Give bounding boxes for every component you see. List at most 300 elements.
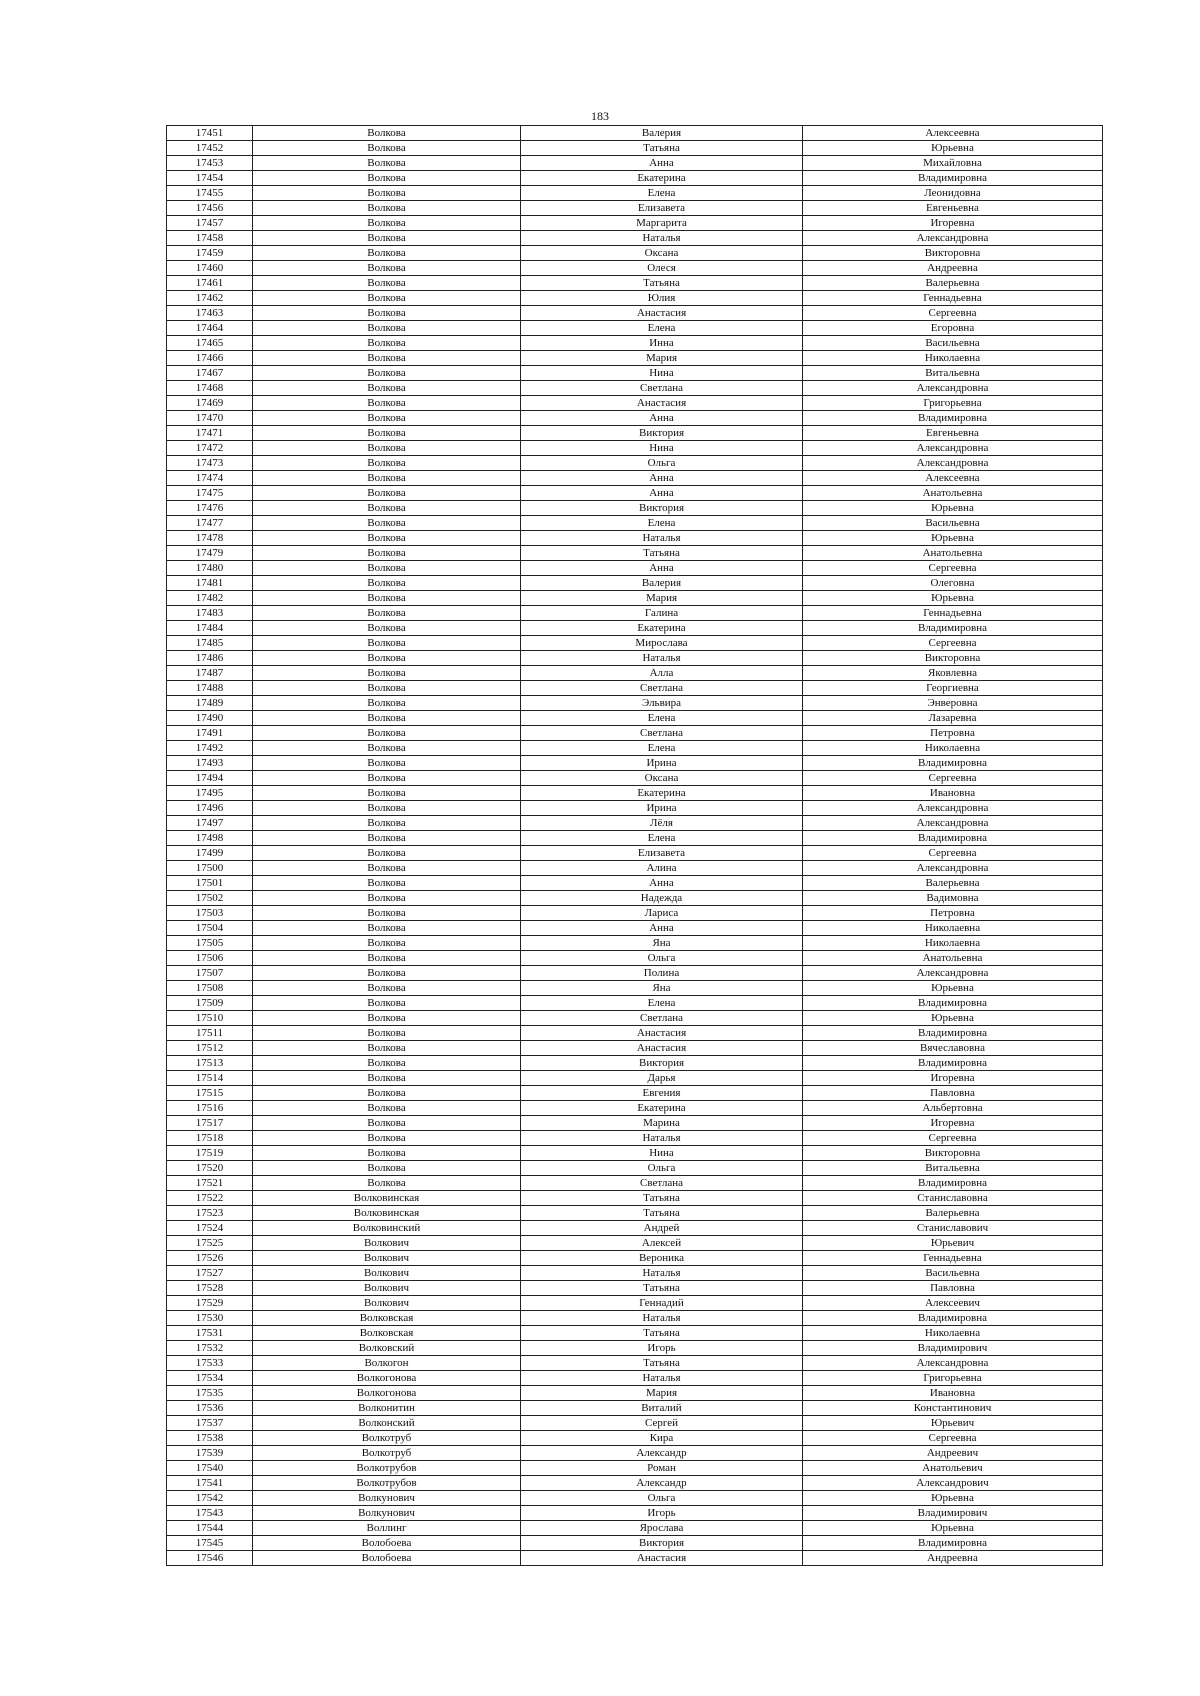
table-row: [167, 216, 1103, 231]
first-name-cell: Наталья: [521, 1266, 803, 1281]
table-row: [167, 831, 1103, 846]
patronymic-cell: Вячеславовна: [803, 1041, 1103, 1056]
patronymic-cell: Игоревна: [803, 216, 1103, 231]
last-name-cell: Волкова: [253, 741, 521, 756]
record-number-cell: 17466: [167, 351, 253, 366]
first-name-cell: Анна: [521, 156, 803, 171]
first-name-cell: Екатерина: [521, 621, 803, 636]
table-row: [167, 1101, 1103, 1116]
first-name-cell: Татьяна: [521, 1206, 803, 1221]
table-row: [167, 531, 1103, 546]
patronymic-cell: Сергеевна: [803, 561, 1103, 576]
last-name-cell: Волкович: [253, 1281, 521, 1296]
last-name-cell: Волкова: [253, 216, 521, 231]
patronymic-cell: Васильевна: [803, 336, 1103, 351]
last-name-cell: Волкогонова: [253, 1371, 521, 1386]
last-name-cell: Волкович: [253, 1251, 521, 1266]
patronymic-cell: Владимирович: [803, 1341, 1103, 1356]
record-number-cell: 17509: [167, 996, 253, 1011]
record-number-cell: 17470: [167, 411, 253, 426]
last-name-cell: Волкова: [253, 1101, 521, 1116]
last-name-cell: Воллинг: [253, 1521, 521, 1536]
last-name-cell: Волкова: [253, 126, 521, 141]
last-name-cell: Волкова: [253, 801, 521, 816]
table-row: [167, 1116, 1103, 1131]
table-row: [167, 666, 1103, 681]
first-name-cell: Наталья: [521, 1131, 803, 1146]
first-name-cell: Наталья: [521, 531, 803, 546]
table-row: [167, 1296, 1103, 1311]
first-name-cell: Ольга: [521, 951, 803, 966]
table-row: [167, 321, 1103, 336]
record-number-cell: 17455: [167, 186, 253, 201]
first-name-cell: Виктория: [521, 1056, 803, 1071]
patronymic-cell: Петровна: [803, 726, 1103, 741]
first-name-cell: Елена: [521, 516, 803, 531]
last-name-cell: Волкова: [253, 351, 521, 366]
last-name-cell: Волкова: [253, 696, 521, 711]
record-number-cell: 17479: [167, 546, 253, 561]
first-name-cell: Светлана: [521, 1176, 803, 1191]
patronymic-cell: Сергеевна: [803, 771, 1103, 786]
record-number-cell: 17507: [167, 966, 253, 981]
record-number-cell: 17463: [167, 306, 253, 321]
record-number-cell: 17505: [167, 936, 253, 951]
first-name-cell: Нина: [521, 366, 803, 381]
patronymic-cell: Сергеевна: [803, 846, 1103, 861]
table-row: [167, 306, 1103, 321]
patronymic-cell: Владимировна: [803, 1536, 1103, 1551]
table-row: [167, 261, 1103, 276]
patronymic-cell: Александрович: [803, 1476, 1103, 1491]
last-name-cell: Волкова: [253, 681, 521, 696]
table-row: [167, 1536, 1103, 1551]
first-name-cell: Анастасия: [521, 1041, 803, 1056]
last-name-cell: Волкова: [253, 231, 521, 246]
first-name-cell: Светлана: [521, 381, 803, 396]
record-number-cell: 17499: [167, 846, 253, 861]
patronymic-cell: Валерьевна: [803, 1206, 1103, 1221]
first-name-cell: Светлана: [521, 681, 803, 696]
table-row: [167, 1491, 1103, 1506]
last-name-cell: Волкова: [253, 1116, 521, 1131]
table-row: [167, 606, 1103, 621]
record-number-cell: 17458: [167, 231, 253, 246]
table-row: [167, 1131, 1103, 1146]
patronymic-cell: Владимировна: [803, 1176, 1103, 1191]
first-name-cell: Нина: [521, 441, 803, 456]
record-number-cell: 17469: [167, 396, 253, 411]
record-number-cell: 17541: [167, 1476, 253, 1491]
table-row: [167, 426, 1103, 441]
last-name-cell: Волкова: [253, 906, 521, 921]
last-name-cell: Волкотрубов: [253, 1476, 521, 1491]
last-name-cell: Волкова: [253, 786, 521, 801]
record-number-cell: 17504: [167, 921, 253, 936]
record-number-cell: 17461: [167, 276, 253, 291]
first-name-cell: Ирина: [521, 801, 803, 816]
first-name-cell: Мария: [521, 591, 803, 606]
last-name-cell: Волкова: [253, 1041, 521, 1056]
record-number-cell: 17528: [167, 1281, 253, 1296]
record-number-cell: 17478: [167, 531, 253, 546]
first-name-cell: Андрей: [521, 1221, 803, 1236]
first-name-cell: Екатерина: [521, 1101, 803, 1116]
first-name-cell: Игорь: [521, 1506, 803, 1521]
first-name-cell: Виктория: [521, 501, 803, 516]
record-number-cell: 17519: [167, 1146, 253, 1161]
patronymic-cell: Николаевна: [803, 741, 1103, 756]
first-name-cell: Мария: [521, 1386, 803, 1401]
last-name-cell: Волкова: [253, 201, 521, 216]
patronymic-cell: Юрьевна: [803, 1521, 1103, 1536]
patronymic-cell: Анатольевна: [803, 951, 1103, 966]
first-name-cell: Алла: [521, 666, 803, 681]
patronymic-cell: Ивановна: [803, 1386, 1103, 1401]
table-row: [167, 156, 1103, 171]
table-row: [167, 1356, 1103, 1371]
last-name-cell: Волкова: [253, 651, 521, 666]
patronymic-cell: Анатольевич: [803, 1461, 1103, 1476]
record-number-cell: 17485: [167, 636, 253, 651]
patronymic-cell: Владимировна: [803, 1026, 1103, 1041]
last-name-cell: Волкова: [253, 456, 521, 471]
first-name-cell: Надежда: [521, 891, 803, 906]
first-name-cell: Анастасия: [521, 396, 803, 411]
first-name-cell: Елена: [521, 996, 803, 1011]
table-row: [167, 636, 1103, 651]
last-name-cell: Волкова: [253, 1026, 521, 1041]
last-name-cell: Волковская: [253, 1311, 521, 1326]
patronymic-cell: Геннадьевна: [803, 291, 1103, 306]
record-number-cell: 17536: [167, 1401, 253, 1416]
record-number-cell: 17468: [167, 381, 253, 396]
patronymic-cell: Александровна: [803, 456, 1103, 471]
record-number-cell: 17545: [167, 1536, 253, 1551]
first-name-cell: Елена: [521, 186, 803, 201]
last-name-cell: Волкова: [253, 366, 521, 381]
first-name-cell: Светлана: [521, 726, 803, 741]
first-name-cell: Инна: [521, 336, 803, 351]
first-name-cell: Анна: [521, 561, 803, 576]
record-number-cell: 17513: [167, 1056, 253, 1071]
patronymic-cell: Евгеньевна: [803, 426, 1103, 441]
first-name-cell: Марина: [521, 1116, 803, 1131]
table-row: [167, 1416, 1103, 1431]
record-number-cell: 17494: [167, 771, 253, 786]
table-row: [167, 1431, 1103, 1446]
table-row: [167, 246, 1103, 261]
record-number-cell: 17518: [167, 1131, 253, 1146]
table-row: [167, 786, 1103, 801]
patronymic-cell: Васильевна: [803, 1266, 1103, 1281]
record-number-cell: 17462: [167, 291, 253, 306]
first-name-cell: Валерия: [521, 576, 803, 591]
last-name-cell: Волкова: [253, 306, 521, 321]
patronymic-cell: Владимировна: [803, 411, 1103, 426]
table-row: [167, 456, 1103, 471]
first-name-cell: Эльвира: [521, 696, 803, 711]
first-name-cell: Ольга: [521, 1491, 803, 1506]
last-name-cell: Волконский: [253, 1416, 521, 1431]
record-number-cell: 17532: [167, 1341, 253, 1356]
record-number-cell: 17529: [167, 1296, 253, 1311]
first-name-cell: Мирослава: [521, 636, 803, 651]
record-number-cell: 17540: [167, 1461, 253, 1476]
first-name-cell: Анна: [521, 486, 803, 501]
record-number-cell: 17456: [167, 201, 253, 216]
last-name-cell: Волкова: [253, 471, 521, 486]
first-name-cell: Анна: [521, 411, 803, 426]
first-name-cell: Ольга: [521, 1161, 803, 1176]
table-row: [167, 981, 1103, 996]
last-name-cell: Волкова: [253, 336, 521, 351]
patronymic-cell: Энверовна: [803, 696, 1103, 711]
patronymic-cell: Геннадьевна: [803, 1251, 1103, 1266]
last-name-cell: Волкова: [253, 186, 521, 201]
last-name-cell: Волкова: [253, 426, 521, 441]
patronymic-cell: Станиславович: [803, 1221, 1103, 1236]
record-number-cell: 17500: [167, 861, 253, 876]
patronymic-cell: Владимировна: [803, 1311, 1103, 1326]
table-row: [167, 966, 1103, 981]
first-name-cell: Татьяна: [521, 141, 803, 156]
first-name-cell: Татьяна: [521, 546, 803, 561]
table-row: [167, 1521, 1103, 1536]
patronymic-cell: Андреевна: [803, 1551, 1103, 1566]
table-row: [167, 126, 1103, 141]
table-row: [167, 1236, 1103, 1251]
record-number-cell: 17453: [167, 156, 253, 171]
last-name-cell: Волкова: [253, 561, 521, 576]
first-name-cell: Алина: [521, 861, 803, 876]
last-name-cell: Волкова: [253, 621, 521, 636]
last-name-cell: Волкова: [253, 921, 521, 936]
first-name-cell: Оксана: [521, 246, 803, 261]
record-number-cell: 17490: [167, 711, 253, 726]
last-name-cell: Волкова: [253, 576, 521, 591]
first-name-cell: Кира: [521, 1431, 803, 1446]
table-row: [167, 171, 1103, 186]
first-name-cell: Наталья: [521, 1371, 803, 1386]
record-number-cell: 17495: [167, 786, 253, 801]
patronymic-cell: Юрьевна: [803, 981, 1103, 996]
last-name-cell: Волкова: [253, 936, 521, 951]
first-name-cell: Виктория: [521, 1536, 803, 1551]
last-name-cell: Волкова: [253, 546, 521, 561]
page-number: 183: [591, 109, 609, 123]
first-name-cell: Лёля: [521, 816, 803, 831]
first-name-cell: Дарья: [521, 1071, 803, 1086]
record-number-cell: 17512: [167, 1041, 253, 1056]
table-row: [167, 711, 1103, 726]
record-number-cell: 17464: [167, 321, 253, 336]
patronymic-cell: Витальевна: [803, 366, 1103, 381]
record-number-cell: 17452: [167, 141, 253, 156]
table-row: [167, 201, 1103, 216]
first-name-cell: Яна: [521, 936, 803, 951]
last-name-cell: Волкова: [253, 291, 521, 306]
last-name-cell: Волкова: [253, 1161, 521, 1176]
patronymic-cell: Леонидовна: [803, 186, 1103, 201]
last-name-cell: Волкова: [253, 636, 521, 651]
patronymic-cell: Александровна: [803, 231, 1103, 246]
table-row: [167, 141, 1103, 156]
patronymic-cell: Павловна: [803, 1281, 1103, 1296]
patronymic-cell: Вадимовна: [803, 891, 1103, 906]
last-name-cell: Волкова: [253, 831, 521, 846]
table-row: [167, 741, 1103, 756]
table-row: [167, 351, 1103, 366]
first-name-cell: Яна: [521, 981, 803, 996]
last-name-cell: Волкова: [253, 321, 521, 336]
last-name-cell: Волкова: [253, 1056, 521, 1071]
first-name-cell: Елена: [521, 711, 803, 726]
table-row: [167, 861, 1103, 876]
table-row: [167, 726, 1103, 741]
table-row: [167, 1551, 1103, 1566]
patronymic-cell: Васильевна: [803, 516, 1103, 531]
first-name-cell: Игорь: [521, 1341, 803, 1356]
first-name-cell: Мария: [521, 351, 803, 366]
table-row: [167, 501, 1103, 516]
table-row: [167, 681, 1103, 696]
record-number-cell: 17521: [167, 1176, 253, 1191]
first-name-cell: Татьяна: [521, 1326, 803, 1341]
last-name-cell: Волкович: [253, 1296, 521, 1311]
table-row: [167, 771, 1103, 786]
record-number-cell: 17460: [167, 261, 253, 276]
patronymic-cell: Юрьевна: [803, 531, 1103, 546]
table-row: [167, 936, 1103, 951]
patronymic-cell: Юрьевна: [803, 141, 1103, 156]
patronymic-cell: Николаевна: [803, 351, 1103, 366]
record-number-cell: 17543: [167, 1506, 253, 1521]
first-name-cell: Валерия: [521, 126, 803, 141]
first-name-cell: Алексей: [521, 1236, 803, 1251]
record-number-cell: 17510: [167, 1011, 253, 1026]
record-number-cell: 17522: [167, 1191, 253, 1206]
table-row: [167, 561, 1103, 576]
first-name-cell: Татьяна: [521, 1356, 803, 1371]
table-row: [167, 276, 1103, 291]
patronymic-cell: Альбертовна: [803, 1101, 1103, 1116]
first-name-cell: Александр: [521, 1446, 803, 1461]
patronymic-cell: Юрьевна: [803, 1011, 1103, 1026]
patronymic-cell: Валерьевна: [803, 276, 1103, 291]
table-row: [167, 186, 1103, 201]
record-number-cell: 17511: [167, 1026, 253, 1041]
table-row: [167, 891, 1103, 906]
first-name-cell: Анна: [521, 921, 803, 936]
patronymic-cell: Геннадьевна: [803, 606, 1103, 621]
last-name-cell: Волкова: [253, 141, 521, 156]
table-row: [167, 1446, 1103, 1461]
table-row: [167, 951, 1103, 966]
record-number-cell: 17527: [167, 1266, 253, 1281]
patronymic-cell: Алексеевич: [803, 1296, 1103, 1311]
table-row: [167, 576, 1103, 591]
patronymic-cell: Александровна: [803, 801, 1103, 816]
record-number-cell: 17526: [167, 1251, 253, 1266]
first-name-cell: Юлия: [521, 291, 803, 306]
record-number-cell: 17457: [167, 216, 253, 231]
patronymic-cell: Андреевич: [803, 1446, 1103, 1461]
registry-body: [167, 126, 1103, 1566]
first-name-cell: Елизавета: [521, 846, 803, 861]
record-number-cell: 17501: [167, 876, 253, 891]
patronymic-cell: Игоревна: [803, 1116, 1103, 1131]
patronymic-cell: Егоровна: [803, 321, 1103, 336]
record-number-cell: 17477: [167, 516, 253, 531]
patronymic-cell: Александровна: [803, 381, 1103, 396]
table-row: [167, 366, 1103, 381]
record-number-cell: 17488: [167, 681, 253, 696]
last-name-cell: Волкова: [253, 156, 521, 171]
record-number-cell: 17480: [167, 561, 253, 576]
table-row: [167, 801, 1103, 816]
record-number-cell: 17471: [167, 426, 253, 441]
last-name-cell: Волкова: [253, 966, 521, 981]
patronymic-cell: Александровна: [803, 816, 1103, 831]
record-number-cell: 17514: [167, 1071, 253, 1086]
patronymic-cell: Валерьевна: [803, 876, 1103, 891]
table-row: [167, 486, 1103, 501]
last-name-cell: Волкова: [253, 1146, 521, 1161]
record-number-cell: 17506: [167, 951, 253, 966]
table-row: [167, 546, 1103, 561]
record-number-cell: 17492: [167, 741, 253, 756]
patronymic-cell: Лазаревна: [803, 711, 1103, 726]
first-name-cell: Анастасия: [521, 1026, 803, 1041]
patronymic-cell: Петровна: [803, 906, 1103, 921]
registry-table: [166, 125, 1103, 1566]
patronymic-cell: Викторовна: [803, 246, 1103, 261]
patronymic-cell: Константинович: [803, 1401, 1103, 1416]
table-row: [167, 516, 1103, 531]
first-name-cell: Елизавета: [521, 201, 803, 216]
record-number-cell: 17459: [167, 246, 253, 261]
first-name-cell: Татьяна: [521, 276, 803, 291]
record-number-cell: 17533: [167, 1356, 253, 1371]
last-name-cell: Волкович: [253, 1236, 521, 1251]
patronymic-cell: Владимировна: [803, 1056, 1103, 1071]
record-number-cell: 17508: [167, 981, 253, 996]
patronymic-cell: Сергеевна: [803, 306, 1103, 321]
last-name-cell: Волкова: [253, 501, 521, 516]
table-row: [167, 441, 1103, 456]
first-name-cell: Елена: [521, 831, 803, 846]
patronymic-cell: Владимировна: [803, 831, 1103, 846]
patronymic-cell: Витальевна: [803, 1161, 1103, 1176]
table-row: [167, 1146, 1103, 1161]
patronymic-cell: Андреевна: [803, 261, 1103, 276]
record-number-cell: 17524: [167, 1221, 253, 1236]
record-number-cell: 17516: [167, 1101, 253, 1116]
last-name-cell: Волкова: [253, 516, 521, 531]
record-number-cell: 17542: [167, 1491, 253, 1506]
first-name-cell: Лариса: [521, 906, 803, 921]
table-row: [167, 1386, 1103, 1401]
first-name-cell: Наталья: [521, 231, 803, 246]
first-name-cell: Светлана: [521, 1011, 803, 1026]
patronymic-cell: Сергеевна: [803, 636, 1103, 651]
record-number-cell: 17502: [167, 891, 253, 906]
last-name-cell: Волкович: [253, 1266, 521, 1281]
record-number-cell: 17476: [167, 501, 253, 516]
table-row: [167, 1461, 1103, 1476]
patronymic-cell: Владимирович: [803, 1506, 1103, 1521]
